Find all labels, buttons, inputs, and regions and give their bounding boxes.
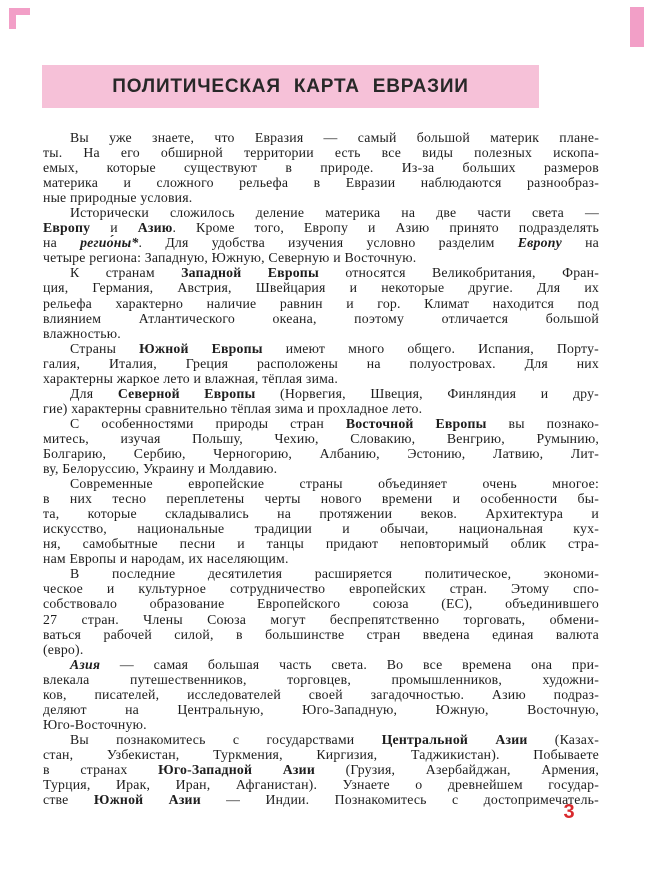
text-line: влиянием Атлантического океана, поэтому отличается большой (43, 310, 599, 326)
text-line: ня, самобытные песни и танцы придают неповторимый облик стра- (43, 536, 599, 552)
text-line: Юго-Восточную. (43, 716, 147, 732)
text-line: характерны жаркое лето и влажная, тёплая зима. (43, 370, 338, 386)
text-line: К странам Западной Европы относятся Великобритания, Фран- (70, 265, 599, 281)
text-line: Современные европейские страны объединяет очень многое: (70, 476, 599, 492)
bold-italic-term: регио́ны* (80, 235, 139, 251)
bold-italic-term: Европу (517, 235, 562, 251)
text-line: нам Европы и народам, их населяющим. (43, 551, 289, 567)
text-line: Азия — самая большая часть света. Во все времена она при- (70, 656, 599, 672)
print-edge-mark (630, 7, 644, 47)
bold-term: Центральной Азии (381, 731, 528, 747)
text-line: (евро). (43, 641, 84, 657)
text-line: митесь, изучая Польшу, Чехию, Словакию, Венгрию, Румынию, (43, 430, 599, 446)
chapter-header (42, 65, 539, 108)
bold-term: Восточной Европы (345, 415, 487, 431)
bold-term: Южной Европы (139, 340, 263, 356)
bold-term: Западной Европы (181, 265, 319, 281)
text-line: ные природные условия. (43, 190, 193, 206)
bold-term: Юго-Западной Азии (158, 761, 315, 777)
text-line: 27 стран. Члены Союза могут беспрепятственно торговать, обмени- (43, 611, 599, 627)
text-line: емых, которые существуют в природе. Из-за больших размеров (43, 160, 599, 176)
text-line: ция, Германия, Австрия, Швейцария и некоторые другие. Для их (43, 280, 599, 296)
text-line: Турция, Ирак, Иран, Афганистан). Узнаете о древнейшем государ- (43, 777, 599, 793)
bold-term: Северной Европы (117, 385, 256, 401)
text-line: влажностью. (43, 325, 121, 341)
text-line: в них тесно переплетены черты нового времени и особенности бы- (43, 491, 599, 507)
text-line: ты. На его обширной территории есть все виды полезных ископа- (43, 145, 599, 161)
text-line: Страны Южной Европы имеют много общего. Испания, Порту- (70, 340, 599, 356)
text-line: ков, писателей, исследователей своей загадочностью. Азию подраз- (43, 686, 599, 702)
print-corner-mark (9, 8, 30, 29)
bold-term: Европу (43, 220, 91, 236)
text-line: рельефа характерно наличие равнин и гор. Климат находится под (43, 295, 599, 311)
bold-term: Южной Азии (93, 792, 201, 808)
text-line: галия, Италия, Греция расположены на полуостровах. Для них (43, 355, 599, 371)
text-line: Для Северной Европы (Норвегия, Швеция, Финляндия и дру- (70, 385, 599, 401)
text-line: в странах Юго-Западной Азии (Грузия, Азербайджан, Армения, (43, 761, 599, 777)
text-line: собствовало образование Европейского союза (ЕС), объединившего (43, 596, 599, 612)
text-line: Вы уже знаете, что Евразия — самый большой материк плане- (70, 130, 599, 145)
bold-italic-term: Азия (70, 656, 101, 672)
bold-term: Азию (137, 220, 173, 236)
text-line: ческое и культурное сотрудничество европейских стран. Этому спо- (43, 581, 599, 597)
text-line: на регио́ны*. Для удобства изучения условно разделим Европу на (43, 235, 599, 251)
body-text (43, 130, 599, 807)
text-line: искусство, национальные традиции и обычаи, национальная кух- (43, 521, 599, 537)
text-line: Исторически сложилось деление материка на две части света — (70, 205, 599, 221)
text-line: стве Южной Азии — Индии. Познакомитесь с достопримечатель- (43, 792, 599, 808)
page-number: 3 (563, 801, 575, 823)
chapter-title: ПОЛИТИЧЕСКАЯ КАРТА ЕВРАЗИИ (112, 75, 469, 97)
text-line: четыре региона: Западную, Южную, Северную и Восточную. (43, 250, 417, 266)
text-line: ву, Белоруссию, Украину и Молдавию. (43, 461, 278, 477)
text-line: влекала путешественников, торговцев, промышленников, художни- (43, 671, 599, 687)
text-line: та, которые складывались на протяжении веков. Архитектура и (43, 506, 599, 522)
text-line: деляют на Центральную, Юго-Западную, Южную, Восточную, (43, 701, 599, 717)
text-line: Болгарию, Сербию, Черногорию, Албанию, Эстонию, Латвию, Лит- (43, 445, 599, 461)
text-line: материка и сложного рельефа в Евразии наблюдаются разнообраз- (43, 175, 599, 191)
text-line: ваться рабочей силой, в большинстве стран введена единая валюта (43, 626, 599, 642)
text-line: стан, Узбекистан, Туркмения, Киргизия, Таджикистан). Побываете (43, 746, 599, 762)
text-line: В последние десятилетия расширяется политическое, экономи- (70, 566, 599, 582)
text-line: Европу и Азию. Кроме того, Европу и Азию принято подразделять (43, 220, 599, 236)
text-line: гие) характерны сравнительно тёплая зима и прохладное лето. (43, 400, 423, 416)
text-line: С особенностями природы стран Восточной Европы вы познако- (70, 415, 599, 431)
text-line: Вы познакомитесь с государствами Центральной Азии (Казах- (70, 731, 599, 747)
